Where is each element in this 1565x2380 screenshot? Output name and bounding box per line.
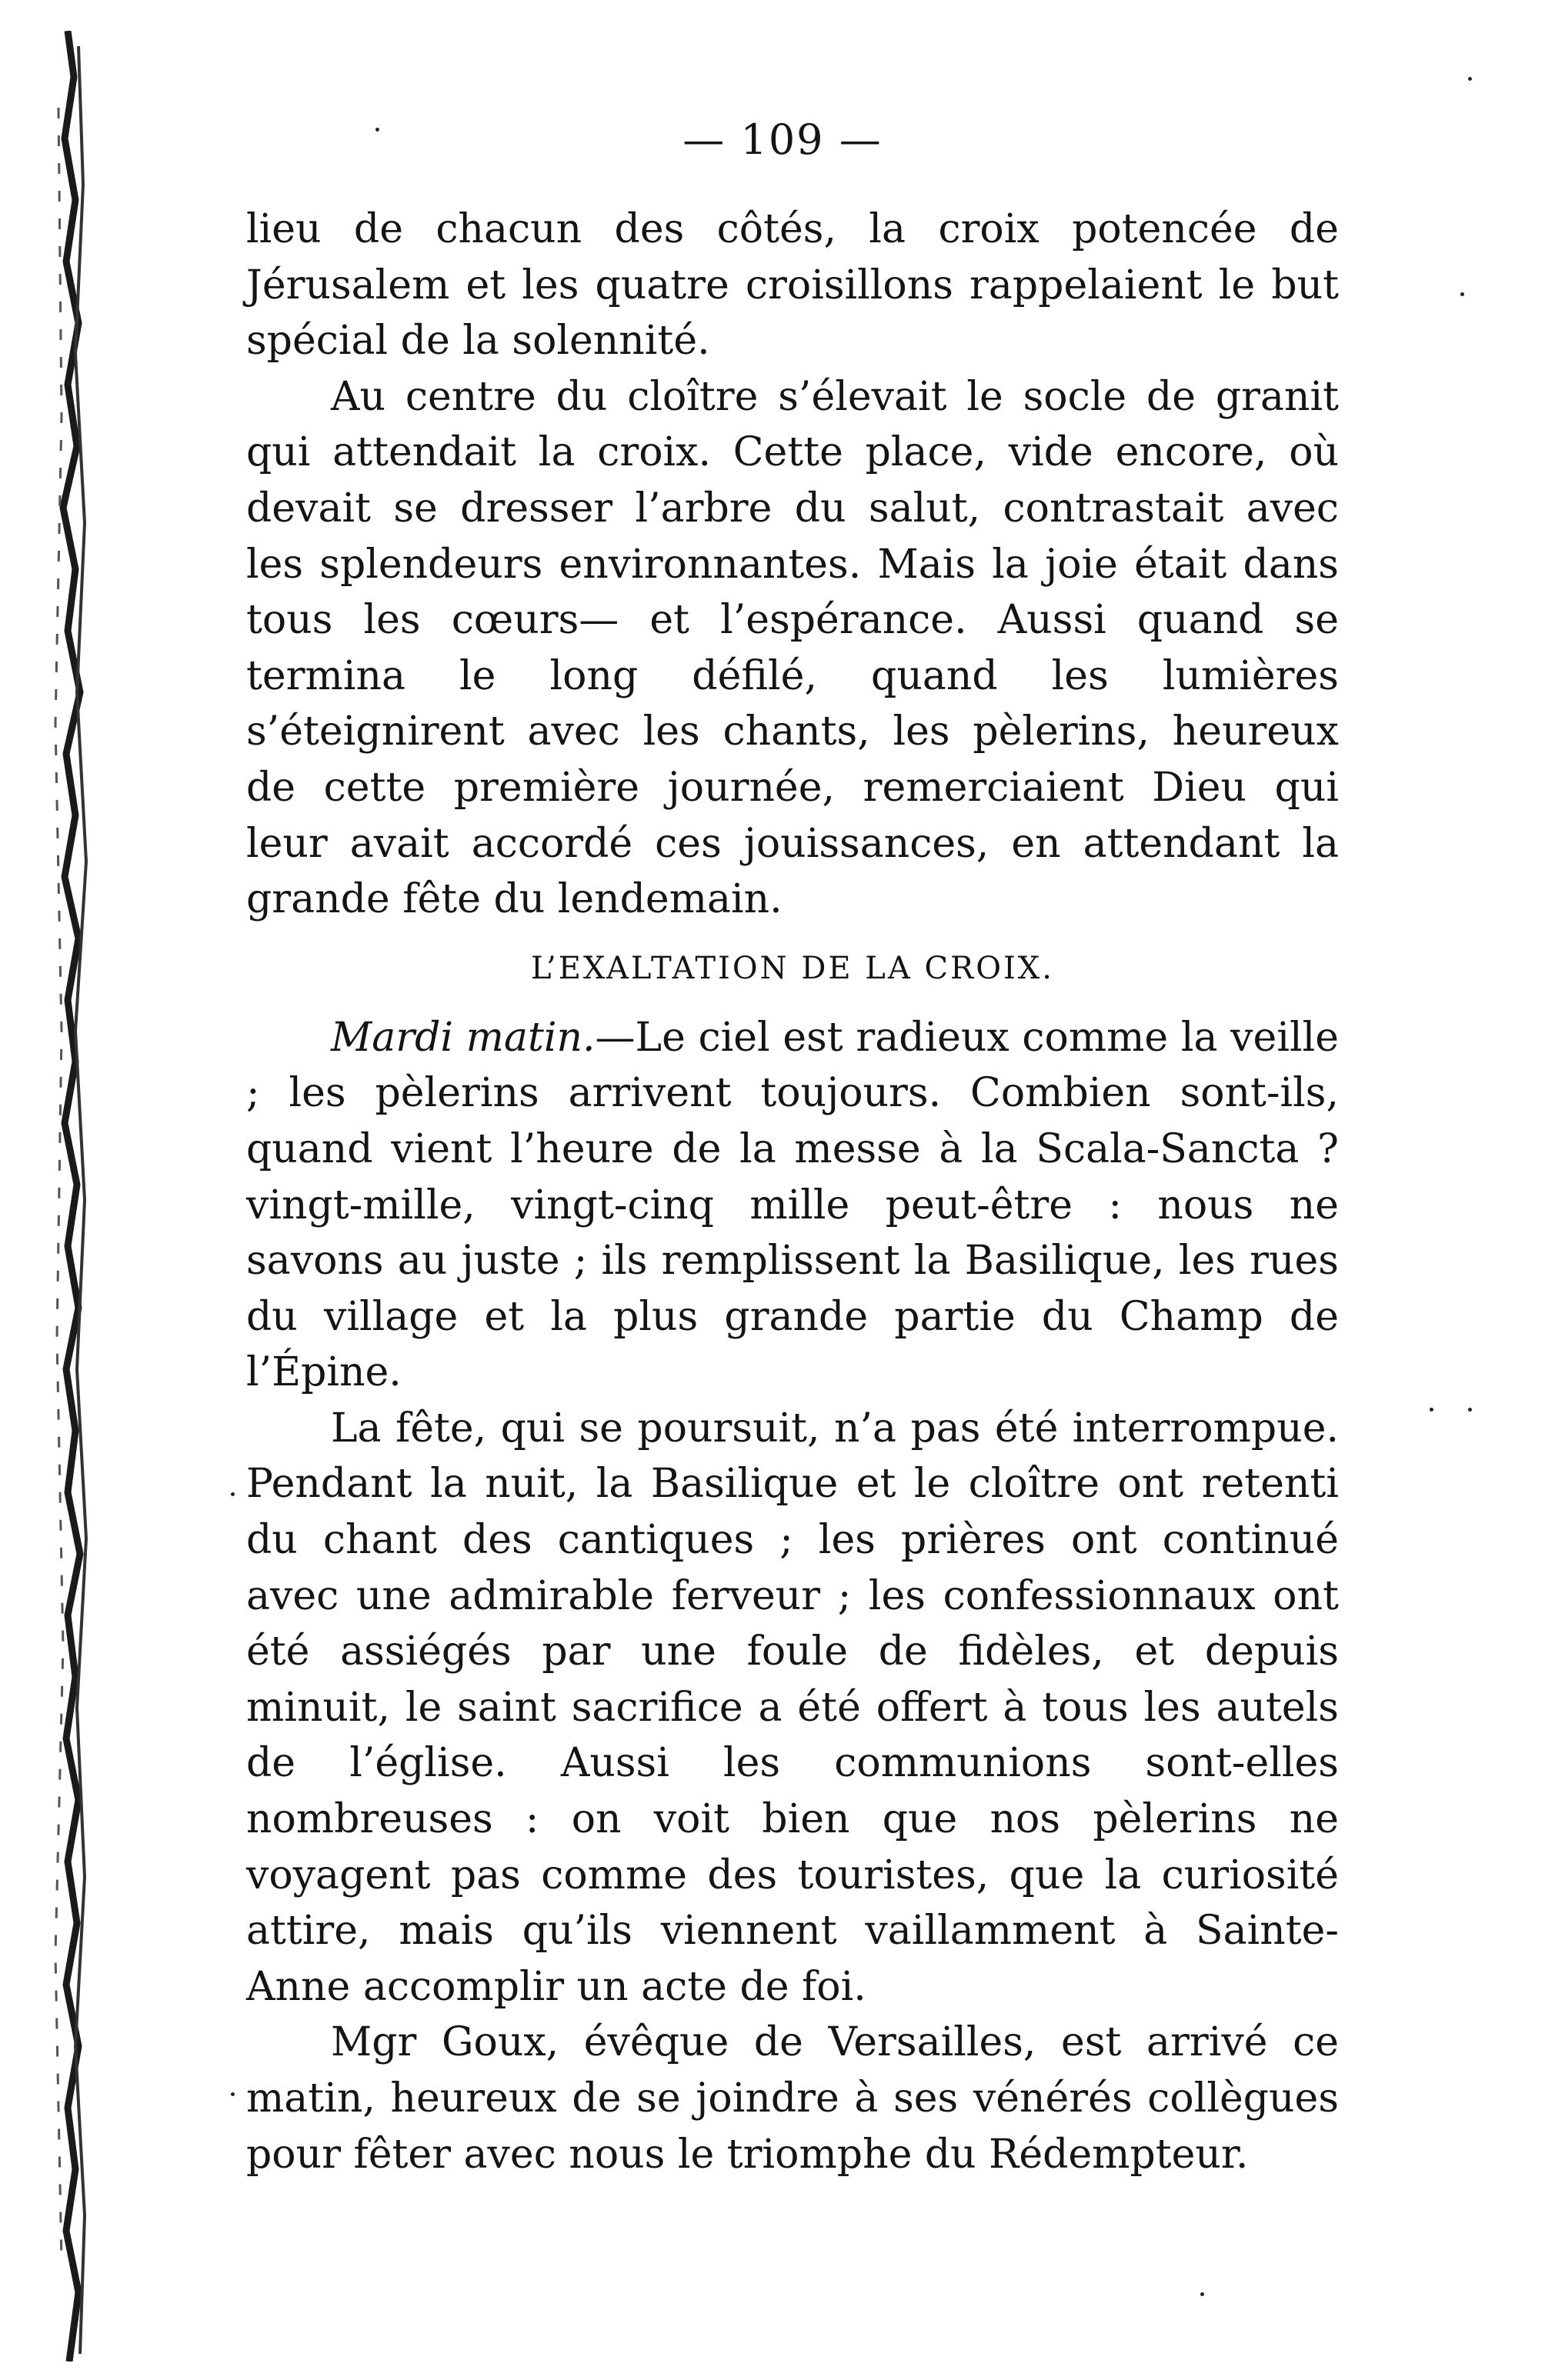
section-lead-paragraph: [246, 1010, 1339, 1401]
body-text: [246, 202, 1339, 2182]
paragraph: Mgr Goux, évêque de Versailles, est arrivé ce matin, heureux de se joindre à ses vénérés collègues pour fêter avec nous le triomphe du Rédempteur.: [246, 2019, 1339, 2178]
scan-speck: [1468, 1408, 1472, 1412]
scan-speck: [231, 1492, 235, 1496]
section-lead-text: —Le ciel est radieux comme la veille ; les pèlerins arrivent toujours. Combien sont-ils, quand vient l’heure de la messe à la Scala-Sancta ? vingt-mille, vingt-cinq mille peut-être : nous ne savons au juste ; ils remplissent la Basilique, les rues du village et la plus grande partie du Champ de l’Épine.: [246, 1014, 1339, 1396]
section-heading: L’EXALTATION DE LA CROIX.: [531, 950, 1054, 986]
scan-speck: [1200, 2292, 1204, 2296]
paragraph: Au centre du cloître s’élevait le socle de granit qui attendait la croix. Cette place, vide encore, où devait se dresser l’arbre du salut, contrastait avec les splendeurs environnantes. Mais la joie était dans tous les cœurs— et l’espérance. Aussi quand se termina le long défilé, quand les lumières s’éteignirent avec les chants, les pèlerins, heureux de cette première journée, remerciaient Dieu qui leur avait accordé ces jouissances, en attendant la grande fête du lendemain.: [246, 373, 1339, 923]
page-number: — 109 —: [682, 115, 883, 164]
scan-speck: [231, 2092, 235, 2096]
scan-speck: [1468, 77, 1472, 81]
paragraph: lieu de chacun des côtés, la croix potencée de Jérusalem et les quatre croisillons rappelaient le but spécial de la solennité.: [246, 206, 1339, 365]
section-lead-italic: Mardi matin.: [331, 1014, 596, 1061]
scan-speck: [1460, 292, 1464, 296]
paragraph: La fête, qui se poursuit, n’a pas été interrompue. Pendant la nuit, la Basilique et le cloître ont retenti du chant des cantiques ; les prières ont continué avec une admirable ferveur ; les confessionnaux ont été assiégés par une foule de fidèles, et depuis minuit, le saint sacrifice a été offert à tous les autels de l’église. Aussi les communions sont-elles nombreuses : on voit bien que nos pèlerins ne voyagent pas comme des touristes, que la curiosité attire, mais qu’ils viennent vaillamment à Sainte-Anne accomplir un acte de foi.: [246, 1405, 1339, 2010]
scanned-binding-edge: [45, 31, 98, 2362]
scan-speck: [1430, 1408, 1433, 1412]
